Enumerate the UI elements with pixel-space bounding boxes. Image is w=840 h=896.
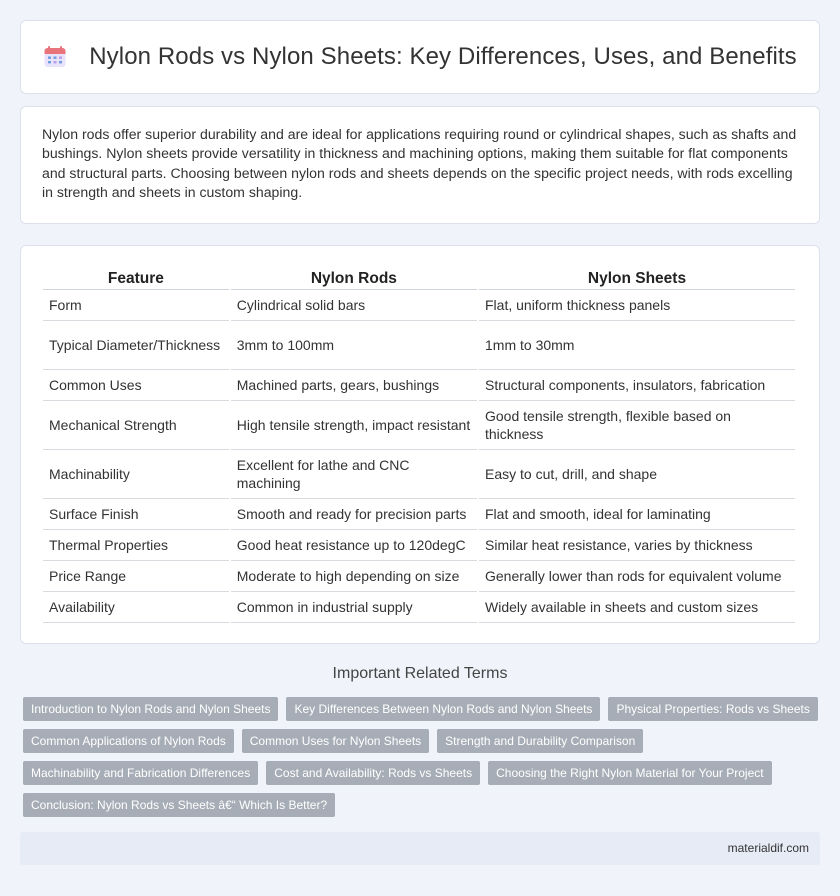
feature-cell: Mechanical Strength: [43, 401, 229, 450]
sheets-cell: Flat and smooth, ideal for laminating: [479, 499, 795, 530]
feature-cell: Form: [43, 290, 229, 321]
related-tag[interactable]: Key Differences Between Nylon Rods and Nylon Sheets: [286, 697, 600, 721]
table-row: [43, 450, 795, 499]
feature-cell: Typical Diameter/Thickness: [43, 321, 229, 370]
title-wrap: [43, 43, 797, 71]
table-row: [43, 370, 795, 401]
header-nylon-sheets: Nylon Sheets: [479, 267, 795, 290]
table-row: [43, 401, 795, 450]
related-tags: [23, 697, 823, 817]
related-tag[interactable]: Physical Properties: Rods vs Sheets: [608, 697, 817, 721]
intro-paragraph: Nylon rods offer superior durability and are ideal for applications requiring round or cylindrical shapes, such as shafts and bushings. Nylon sheets provide versatility in thickness and machining options, making them suitable for flat components and structural parts. Choosing between nylon rods and sheets depends on the specific project needs, with rods excelling in strength and sheets in custom shaping.: [42, 126, 797, 200]
related-tag[interactable]: Choosing the Right Nylon Material for Your Project: [488, 761, 771, 785]
feature-cell: Availability: [43, 592, 229, 623]
rods-cell: Good heat resistance up to 120degC: [231, 530, 477, 561]
related-tag[interactable]: Introduction to Nylon Rods and Nylon Sheets: [23, 697, 278, 721]
sheets-cell: Similar heat resistance, varies by thickness: [479, 530, 795, 561]
related-tag[interactable]: Strength and Durability Comparison: [437, 729, 643, 753]
feature-cell: Thermal Properties: [43, 530, 229, 561]
rods-cell: Cylindrical solid bars: [231, 290, 477, 321]
sheets-cell: Widely available in sheets and custom sizes: [479, 592, 795, 623]
sheets-cell: Flat, uniform thickness panels: [479, 290, 795, 321]
rods-cell: Smooth and ready for precision parts: [231, 499, 477, 530]
sheets-cell: Good tensile strength, flexible based on thickness: [479, 401, 795, 450]
page-title: Nylon Rods vs Nylon Sheets: Key Differences, Uses, and Benefits: [89, 43, 797, 70]
related-tag[interactable]: Cost and Availability: Rods vs Sheets: [266, 761, 480, 785]
sheets-cell: Structural components, insulators, fabrication: [479, 370, 795, 401]
table-row: [43, 290, 795, 321]
rods-cell: Excellent for lathe and CNC machining: [231, 450, 477, 499]
comparison-table-card: [20, 245, 820, 644]
related-terms-title: Important Related Terms: [332, 665, 508, 682]
comparison-table: [41, 267, 797, 623]
table-row: [43, 561, 795, 592]
related-tag[interactable]: Machinability and Fabrication Differences: [23, 761, 258, 785]
feature-cell: Surface Finish: [43, 499, 229, 530]
table-row: [43, 499, 795, 530]
table-header-row: [43, 267, 795, 290]
table-row: [43, 592, 795, 623]
sheets-cell: 1mm to 30mm: [479, 321, 795, 370]
sheets-cell: Easy to cut, drill, and shape: [479, 450, 795, 499]
related-tag[interactable]: Common Uses for Nylon Sheets: [242, 729, 429, 753]
feature-cell: Price Range: [43, 561, 229, 592]
table-row: [43, 321, 795, 370]
rods-cell: 3mm to 100mm: [231, 321, 477, 370]
feature-cell: Common Uses: [43, 370, 229, 401]
header-nylon-rods: Nylon Rods: [231, 267, 477, 290]
header-feature: Feature: [43, 267, 229, 290]
related-tag[interactable]: Conclusion: Nylon Rods vs Sheets â€“ Which Is Better?: [23, 793, 335, 817]
rods-cell: Moderate to high depending on size: [231, 561, 477, 592]
rods-cell: Machined parts, gears, bushings: [231, 370, 477, 401]
sheets-cell: Generally lower than rods for equivalent volume: [479, 561, 795, 592]
header-card: [20, 20, 820, 94]
intro-card: [20, 106, 820, 224]
feature-cell: Machinability: [43, 450, 229, 499]
rods-cell: Common in industrial supply: [231, 592, 477, 623]
rods-cell: High tensile strength, impact resistant: [231, 401, 477, 450]
footer-site-link[interactable]: materialdif.com: [727, 841, 809, 855]
footer: [20, 832, 820, 865]
table-row: [43, 530, 795, 561]
calendar-icon: [43, 45, 67, 69]
related-tag[interactable]: Common Applications of Nylon Rods: [23, 729, 234, 753]
